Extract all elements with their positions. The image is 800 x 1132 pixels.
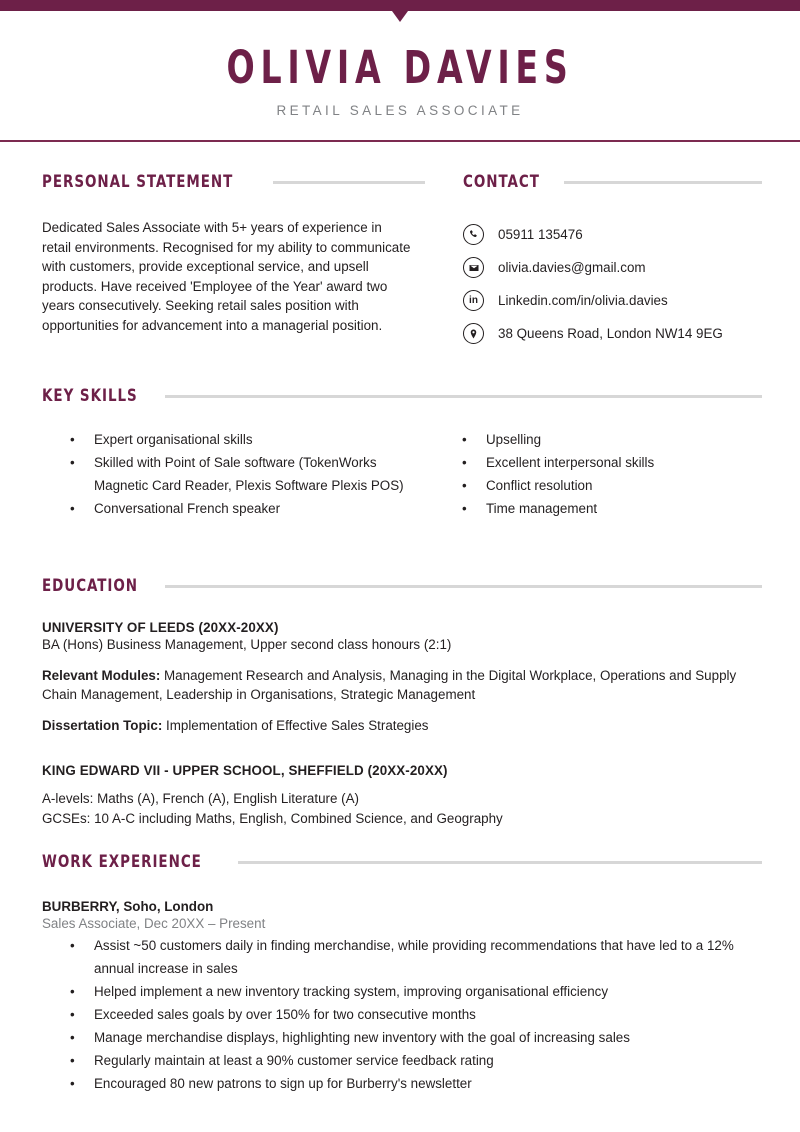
contact-item-email[interactable] [463,251,762,284]
contact-item-phone[interactable] [463,218,762,251]
education-school-name: KING EDWARD VII - UPPER SCHOOL, SHEFFIELD (20XX-20XX) [42,763,448,778]
top-accent-bar [0,0,800,11]
list-item: • Helped implement a new inventory tracking system, improving organisational efficiency [42,980,762,1003]
key-skills-column-left [42,428,434,520]
contact-list [463,218,762,350]
list-item: • Manage merchandise displays, highlighting new inventory with the goal of increasing sales [42,1026,762,1049]
top-columns [0,172,800,366]
key-skills-section [42,386,762,520]
job-responsibilities [42,934,762,1095]
header-divider [0,140,800,142]
education-alevels: A-levels: Maths (A), French (A), English Literature (A) [42,791,360,806]
list-item: • Exceeded sales goals by over 150% for two consecutive months [42,1003,762,1026]
contact-value: Linkedin.com/in/olivia.davies [498,293,668,308]
contact-item-linkedin[interactable] [463,284,762,317]
heading-rule [564,181,762,184]
education-entry-school [42,763,762,828]
education-section [42,576,762,828]
section-label: EDUCATION [42,576,139,596]
education-school-results [42,789,762,828]
linkedin-icon: in [463,290,484,311]
list-item: • Excellent interpersonal skills [434,451,762,474]
map-pin-icon [463,323,484,344]
education-dissertation [42,716,762,736]
list-item: • Time management [434,497,762,520]
work-experience-heading [42,852,762,872]
job-entry-burberry [42,899,762,1095]
work-experience-section [42,852,762,1095]
education-degree: BA (Hons) Business Management, Upper second class honours (2:1) [42,637,452,652]
header-subtitle: RETAIL SALES ASSOCIATE [276,103,524,119]
key-skills-columns [42,428,762,520]
education-heading [42,576,762,596]
heading-rule [238,861,762,864]
education-modules [42,666,762,705]
heading-rule [165,585,762,588]
list-item: • Conflict resolution [434,474,762,497]
education-modules-label: Relevant Modules: [42,667,161,683]
education-entry-university [42,620,762,735]
list-item: • Regularly maintain at least a 90% customer service feedback rating [42,1049,762,1072]
education-gcses: GCSEs: 10 A-C including Maths, English, Combined Science, and Geography [42,810,503,826]
section-label: CONTACT [463,172,540,192]
list-item: • Expert organisational skills [42,428,434,451]
job-employer: BURBERRY, Soho, London [42,899,214,914]
heading-rule [165,395,762,398]
section-label: KEY SKILLS [42,386,138,406]
education-modules-value: Management Research and Analysis, Managing in the Digital Workplace, Operations and Supply Chain Management, Leadership in Organisations, Strategic Management [42,667,737,702]
resume-header [0,11,800,118]
contact-value: olivia.davies@gmail.com [498,260,646,275]
list-item: • Conversational French speaker [42,497,434,520]
contact-value: 05911 135476 [498,227,583,242]
personal-statement-text: Dedicated Sales Associate with 5+ years of experience in retail environments. Recognised for my ability to communicate with customers, provide exceptional service, and upsell products. Have received 'Employee of the Year' award two years consecutively. Seeking retail sales position with opportunities for advancement into a managerial position. [42,220,411,333]
list-item: • Skilled with Point of Sale software (TokenWorks Magnetic Card Reader, Plexis Software Plexis POS) [42,451,434,497]
contact-heading [463,172,762,192]
job-role: Sales Associate, Dec 20XX – Present [42,916,266,931]
contact-item-address[interactable] [463,317,762,350]
section-label: PERSONAL STATEMENT [42,172,234,192]
list-item: • Encouraged 80 new patrons to sign up for Burberry's newsletter [42,1072,762,1095]
personal-statement-section [0,172,425,366]
page-title: OLIVIA DAVIES [226,41,574,94]
list-item: • Upselling [434,428,762,451]
education-dissertation-label: Dissertation Topic: [42,717,163,733]
envelope-icon [463,257,484,278]
key-skills-heading [42,386,762,406]
heading-rule [273,181,425,184]
contact-section [425,172,800,366]
section-label: WORK EXPERIENCE [42,852,202,872]
contact-value: 38 Queens Road, London NW14 9EG [498,326,723,341]
education-dissertation-value: Implementation of Effective Sales Strategies [162,717,429,733]
phone-icon [463,224,484,245]
personal-statement-heading [42,172,425,192]
key-skills-column-right [434,428,762,520]
education-school-name: UNIVERSITY OF LEEDS (20XX-20XX) [42,620,279,635]
list-item: • Assist ~50 customers daily in finding merchandise, while providing recommendations that have led to a 12% annual increase in sales [42,934,762,980]
